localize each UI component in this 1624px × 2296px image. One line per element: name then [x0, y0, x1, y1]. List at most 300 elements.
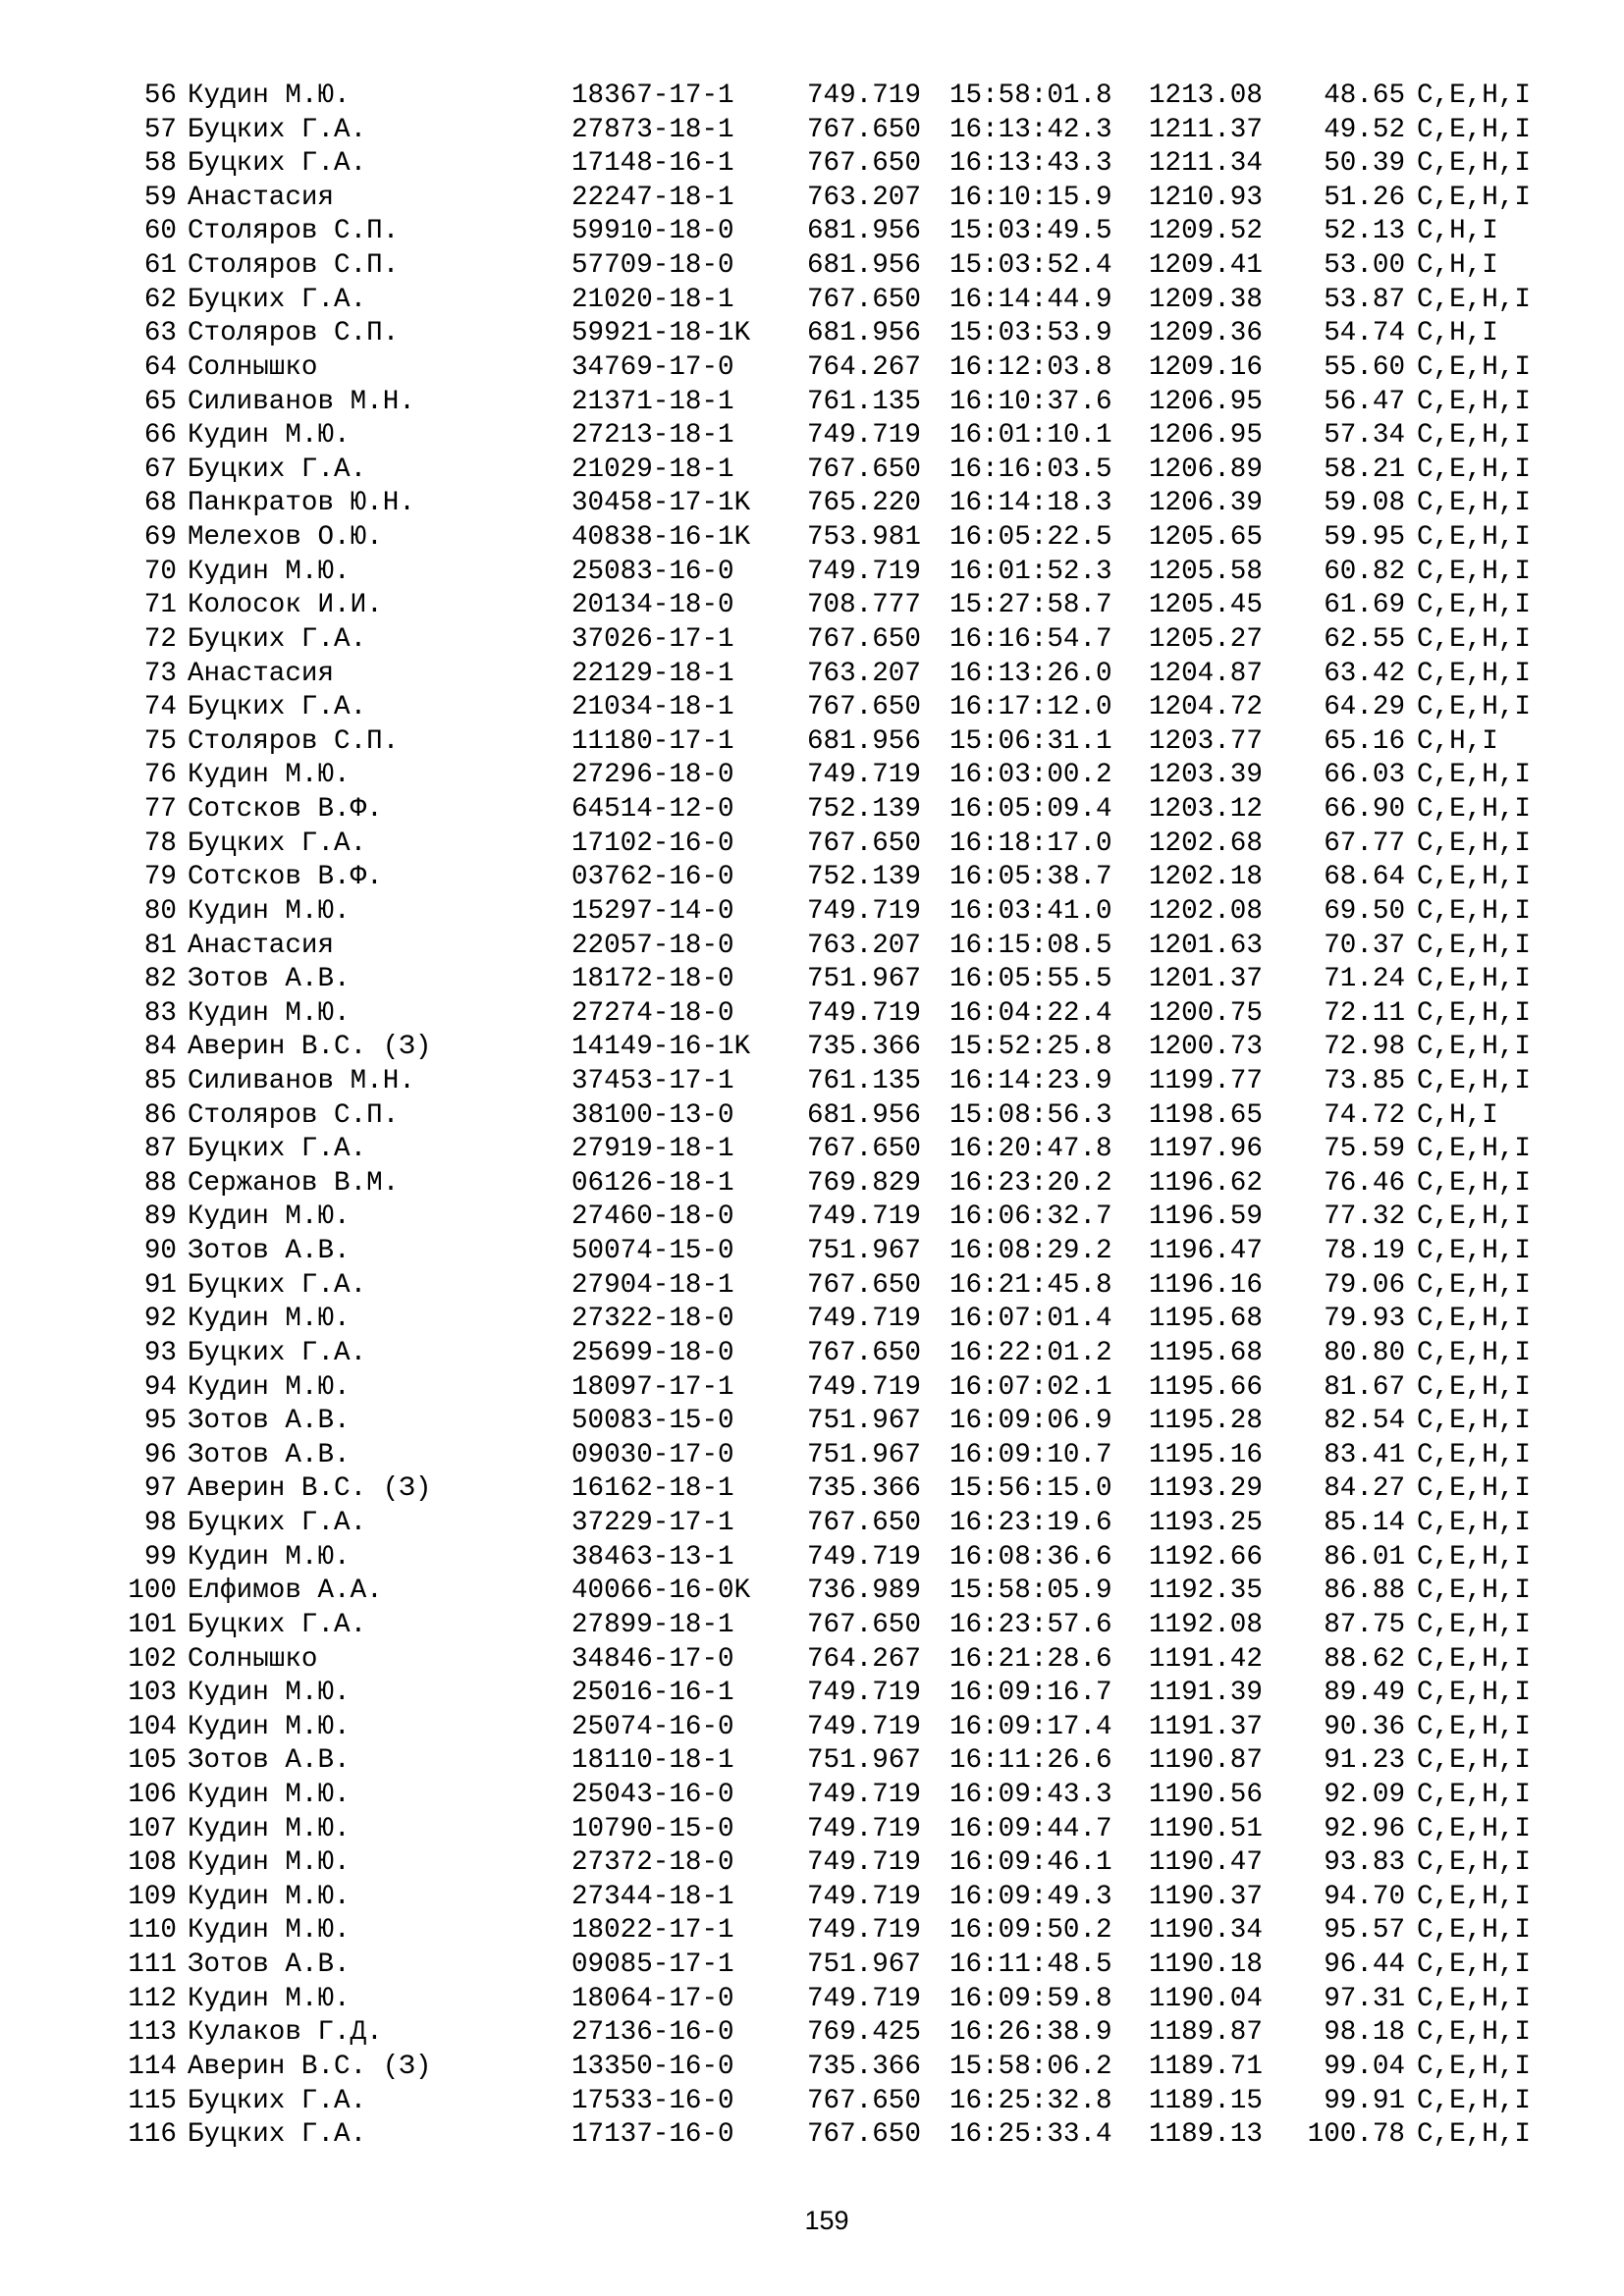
distance: 681.956	[807, 1099, 921, 1131]
fancier-name: Солнышко	[188, 351, 318, 383]
distance: 749.719	[807, 1371, 921, 1403]
coefficient: 96.44	[1324, 1949, 1405, 1981]
category-flags: C,E,H,I	[1417, 1337, 1531, 1368]
category-flags: C,E,H,I	[1417, 623, 1531, 655]
ring-number: 27296-18-0	[571, 760, 734, 791]
table-row	[0, 80, 1624, 114]
ring-number: 22057-18-0	[571, 930, 734, 961]
ring-number: 50074-15-0	[571, 1236, 734, 1267]
arrival-time: 16:09:10.7	[949, 1439, 1112, 1470]
category-flags: C,H,I	[1417, 250, 1498, 282]
ring-number: 27460-18-0	[571, 1201, 734, 1233]
speed: 1195.68	[1149, 1337, 1263, 1368]
ring-number: 50083-15-0	[571, 1406, 734, 1437]
category-flags: C,E,H,I	[1417, 590, 1531, 621]
speed: 1206.39	[1149, 488, 1263, 519]
distance: 735.366	[807, 1032, 921, 1063]
row-number: 59	[143, 182, 177, 213]
row-number: 104	[128, 1711, 177, 1742]
speed: 1198.65	[1149, 1099, 1263, 1131]
table-row	[0, 1677, 1624, 1711]
speed: 1190.18	[1149, 1949, 1263, 1981]
distance: 767.650	[807, 114, 921, 145]
coefficient: 63.42	[1324, 658, 1405, 689]
fancier-name: Зотов А.В.	[188, 964, 351, 995]
fancier-name: Кудин М.Ю.	[188, 556, 351, 587]
distance: 752.139	[807, 794, 921, 826]
ring-number: 18110-18-1	[571, 1745, 734, 1777]
fancier-name: Кудин М.Ю.	[188, 1847, 351, 1879]
fancier-name: Буцких Г.А.	[188, 148, 367, 180]
row-number: 56	[143, 80, 177, 111]
table-row	[0, 1201, 1624, 1235]
arrival-time: 15:52:25.8	[949, 1032, 1112, 1063]
distance: 767.650	[807, 1508, 921, 1539]
fancier-name: Кулаков Г.Д.	[188, 2017, 383, 2049]
coefficient: 62.55	[1324, 623, 1405, 655]
fancier-name: Кудин М.Ю.	[188, 1780, 351, 1810]
fancier-name: Буцких Г.А.	[188, 1269, 367, 1301]
speed: 1209.36	[1149, 318, 1263, 349]
speed: 1204.87	[1149, 658, 1263, 689]
fancier-name: Кудин М.Ю.	[188, 1304, 351, 1335]
coefficient: 100.78	[1307, 2119, 1405, 2151]
distance: 749.719	[807, 1847, 921, 1879]
row-number: 83	[143, 997, 177, 1029]
fancier-name: Буцких Г.А.	[188, 114, 367, 145]
distance: 761.135	[807, 1065, 921, 1096]
row-number: 86	[143, 1099, 177, 1131]
category-flags: C,E,H,I	[1417, 692, 1531, 723]
row-number: 61	[143, 250, 177, 282]
table-row	[0, 963, 1624, 997]
row-number: 87	[143, 1134, 177, 1165]
table-row	[0, 147, 1624, 182]
coefficient: 88.62	[1324, 1643, 1405, 1675]
category-flags: C,E,H,I	[1417, 658, 1531, 689]
table-row	[0, 2118, 1624, 2153]
coefficient: 72.98	[1324, 1032, 1405, 1063]
arrival-time: 16:09:49.3	[949, 1881, 1112, 1912]
distance: 749.719	[807, 895, 921, 927]
row-number: 106	[128, 1780, 177, 1810]
arrival-time: 16:13:43.3	[949, 148, 1112, 180]
table-row	[0, 1065, 1624, 1099]
speed: 1196.62	[1149, 1167, 1263, 1199]
table-row	[0, 1167, 1624, 1201]
table-row	[0, 1337, 1624, 1371]
row-number: 115	[128, 2085, 177, 2116]
ring-number: 27873-18-1	[571, 114, 734, 145]
arrival-time: 16:09:06.9	[949, 1406, 1112, 1437]
distance: 749.719	[807, 1915, 921, 1947]
speed: 1206.95	[1149, 420, 1263, 452]
category-flags: C,E,H,I	[1417, 1609, 1531, 1640]
row-number: 67	[143, 454, 177, 485]
category-flags: C,E,H,I	[1417, 1236, 1531, 1267]
category-flags: C,H,I	[1417, 725, 1498, 757]
fancier-name: Сотсков В.Ф.	[188, 794, 383, 826]
ring-number: 27344-18-1	[571, 1881, 734, 1912]
fancier-name: Елфимов А.А.	[188, 1575, 383, 1607]
row-number: 68	[143, 488, 177, 519]
ring-number: 27274-18-0	[571, 997, 734, 1029]
table-row	[0, 2016, 1624, 2051]
distance: 749.719	[807, 1780, 921, 1810]
category-flags: C,E,H,I	[1417, 862, 1531, 893]
speed: 1209.41	[1149, 250, 1263, 282]
speed: 1197.96	[1149, 1134, 1263, 1165]
distance: 749.719	[807, 1678, 921, 1709]
table-row	[0, 1303, 1624, 1337]
speed: 1204.72	[1149, 692, 1263, 723]
table-row	[0, 759, 1624, 793]
category-flags: C,E,H,I	[1417, 2017, 1531, 2049]
table-row	[0, 691, 1624, 725]
speed: 1201.37	[1149, 964, 1263, 995]
ring-number: 22247-18-1	[571, 182, 734, 213]
speed: 1205.45	[1149, 590, 1263, 621]
row-number: 65	[143, 386, 177, 417]
arrival-time: 16:11:48.5	[949, 1949, 1112, 1981]
table-row	[0, 1133, 1624, 1167]
table-row	[0, 1914, 1624, 1949]
fancier-name: Зотов А.В.	[188, 1439, 351, 1470]
coefficient: 59.08	[1324, 488, 1405, 519]
coefficient: 84.27	[1324, 1473, 1405, 1505]
distance: 749.719	[807, 80, 921, 111]
table-row	[0, 114, 1624, 148]
row-number: 80	[143, 895, 177, 927]
distance: 749.719	[807, 1813, 921, 1844]
table-row	[0, 1405, 1624, 1439]
table-row	[0, 1507, 1624, 1541]
coefficient: 66.90	[1324, 794, 1405, 826]
coefficient: 86.88	[1324, 1575, 1405, 1607]
row-number: 108	[128, 1847, 177, 1879]
ring-number: 11180-17-1	[571, 725, 734, 757]
arrival-time: 15:27:58.7	[949, 590, 1112, 621]
table-row	[0, 1779, 1624, 1813]
distance: 767.650	[807, 623, 921, 655]
distance: 763.207	[807, 182, 921, 213]
ring-number: 17102-16-0	[571, 828, 734, 859]
coefficient: 50.39	[1324, 148, 1405, 180]
category-flags: C,E,H,I	[1417, 284, 1531, 315]
speed: 1211.37	[1149, 114, 1263, 145]
ring-number: 15297-14-0	[571, 895, 734, 927]
distance: 749.719	[807, 420, 921, 452]
speed: 1191.37	[1149, 1711, 1263, 1742]
arrival-time: 16:20:47.8	[949, 1134, 1112, 1165]
category-flags: C,E,H,I	[1417, 1949, 1531, 1981]
coefficient: 74.72	[1324, 1099, 1405, 1131]
category-flags: C,E,H,I	[1417, 1881, 1531, 1912]
distance: 752.139	[807, 862, 921, 893]
distance: 761.135	[807, 386, 921, 417]
fancier-name: Сотсков В.Ф.	[188, 862, 383, 893]
arrival-time: 16:22:01.2	[949, 1337, 1112, 1368]
fancier-name: Аверин В.С. (З)	[188, 1473, 432, 1505]
arrival-time: 15:03:52.4	[949, 250, 1112, 282]
row-number: 58	[143, 148, 177, 180]
arrival-time: 16:13:42.3	[949, 114, 1112, 145]
speed: 1190.56	[1149, 1780, 1263, 1810]
distance: 765.220	[807, 488, 921, 519]
coefficient: 70.37	[1324, 930, 1405, 961]
coefficient: 76.46	[1324, 1167, 1405, 1199]
table-row	[0, 1744, 1624, 1779]
category-flags: C,E,H,I	[1417, 2119, 1531, 2151]
category-flags: C,E,H,I	[1417, 1745, 1531, 1777]
row-number: 72	[143, 623, 177, 655]
distance: 681.956	[807, 318, 921, 349]
row-number: 100	[128, 1575, 177, 1607]
coefficient: 60.82	[1324, 556, 1405, 587]
ring-number: 37026-17-1	[571, 623, 734, 655]
speed: 1189.87	[1149, 2017, 1263, 2049]
category-flags: C,E,H,I	[1417, 1406, 1531, 1437]
category-flags: C,H,I	[1417, 318, 1498, 349]
row-number: 105	[128, 1745, 177, 1777]
coefficient: 53.00	[1324, 250, 1405, 282]
category-flags: C,E,H,I	[1417, 1304, 1531, 1335]
coefficient: 93.83	[1324, 1847, 1405, 1879]
arrival-time: 16:08:36.6	[949, 1541, 1112, 1573]
row-number: 96	[143, 1439, 177, 1470]
row-number: 102	[128, 1643, 177, 1675]
table-row	[0, 930, 1624, 964]
coefficient: 68.64	[1324, 862, 1405, 893]
fancier-name: Кудин М.Ю.	[188, 1541, 351, 1573]
speed: 1193.29	[1149, 1473, 1263, 1505]
coefficient: 59.95	[1324, 522, 1405, 554]
speed: 1192.35	[1149, 1575, 1263, 1607]
row-number: 107	[128, 1813, 177, 1844]
arrival-time: 15:03:53.9	[949, 318, 1112, 349]
arrival-time: 16:21:28.6	[949, 1643, 1112, 1675]
fancier-name: Буцких Г.А.	[188, 284, 367, 315]
table-row	[0, 1983, 1624, 2017]
category-flags: C,E,H,I	[1417, 1541, 1531, 1573]
fancier-name: Зотов А.В.	[188, 1949, 351, 1981]
table-row	[0, 351, 1624, 386]
table-row	[0, 861, 1624, 895]
ring-number: 21034-18-1	[571, 692, 734, 723]
ring-number: 17148-16-1	[571, 148, 734, 180]
ring-number: 38100-13-0	[571, 1099, 734, 1131]
row-number: 110	[128, 1915, 177, 1947]
speed: 1195.68	[1149, 1304, 1263, 1335]
fancier-name: Буцких Г.А.	[188, 1337, 367, 1368]
ring-number: 18172-18-0	[571, 964, 734, 995]
arrival-time: 16:25:32.8	[949, 2085, 1112, 2116]
arrival-time: 16:16:54.7	[949, 623, 1112, 655]
fancier-name: Кудин М.Ю.	[188, 1678, 351, 1709]
row-number: 85	[143, 1065, 177, 1096]
fancier-name: Панкратов Ю.Н.	[188, 488, 415, 519]
coefficient: 66.03	[1324, 760, 1405, 791]
fancier-name: Буцких Г.А.	[188, 454, 367, 485]
row-number: 66	[143, 420, 177, 452]
table-row	[0, 2051, 1624, 2085]
fancier-name: Буцких Г.А.	[188, 692, 367, 723]
ring-number: 18367-17-1	[571, 80, 734, 111]
fancier-name: Кудин М.Ю.	[188, 1711, 351, 1742]
distance: 751.967	[807, 1236, 921, 1267]
speed: 1190.87	[1149, 1745, 1263, 1777]
table-row	[0, 1031, 1624, 1065]
fancier-name: Буцких Г.А.	[188, 828, 367, 859]
coefficient: 91.23	[1324, 1745, 1405, 1777]
coefficient: 99.04	[1324, 2051, 1405, 2082]
coefficient: 48.65	[1324, 80, 1405, 111]
category-flags: C,E,H,I	[1417, 760, 1531, 791]
speed: 1189.71	[1149, 2051, 1263, 2082]
fancier-name: Столяров С.П.	[188, 250, 400, 282]
coefficient: 94.70	[1324, 1881, 1405, 1912]
category-flags: C,E,H,I	[1417, 1032, 1531, 1063]
arrival-time: 16:14:23.9	[949, 1065, 1112, 1096]
table-row	[0, 1371, 1624, 1406]
distance: 749.719	[807, 1201, 921, 1233]
distance: 751.967	[807, 1745, 921, 1777]
arrival-time: 16:03:00.2	[949, 760, 1112, 791]
distance: 751.967	[807, 1406, 921, 1437]
fancier-name: Буцких Г.А.	[188, 2119, 367, 2151]
category-flags: C,E,H,I	[1417, 1813, 1531, 1844]
speed: 1193.25	[1149, 1508, 1263, 1539]
row-number: 79	[143, 862, 177, 893]
distance: 735.366	[807, 1473, 921, 1505]
ring-number: 27136-16-0	[571, 2017, 734, 2049]
speed: 1190.51	[1149, 1813, 1263, 1844]
coefficient: 83.41	[1324, 1439, 1405, 1470]
row-number: 99	[143, 1541, 177, 1573]
category-flags: C,E,H,I	[1417, 1269, 1531, 1301]
category-flags: C,E,H,I	[1417, 1201, 1531, 1233]
table-row	[0, 1846, 1624, 1881]
fancier-name: Силиванов М.Н.	[188, 386, 415, 417]
coefficient: 92.09	[1324, 1780, 1405, 1810]
table-row	[0, 1881, 1624, 1915]
coefficient: 75.59	[1324, 1134, 1405, 1165]
coefficient: 95.57	[1324, 1915, 1405, 1947]
category-flags: C,E,H,I	[1417, 828, 1531, 859]
fancier-name: Кудин М.Ю.	[188, 420, 351, 452]
speed: 1203.12	[1149, 794, 1263, 826]
arrival-time: 15:58:06.2	[949, 2051, 1112, 2082]
ring-number: 27213-18-1	[571, 420, 734, 452]
row-number: 101	[128, 1609, 177, 1640]
table-row	[0, 725, 1624, 760]
fancier-name: Аверин В.С. (З)	[188, 2051, 432, 2082]
distance: 681.956	[807, 216, 921, 247]
category-flags: C,E,H,I	[1417, 997, 1531, 1029]
row-number: 109	[128, 1881, 177, 1912]
arrival-time: 16:10:37.6	[949, 386, 1112, 417]
fancier-name: Зотов А.В.	[188, 1236, 351, 1267]
arrival-time: 16:10:15.9	[949, 182, 1112, 213]
speed: 1200.75	[1149, 997, 1263, 1029]
distance: 749.719	[807, 1881, 921, 1912]
table-row	[0, 997, 1624, 1032]
speed: 1213.08	[1149, 80, 1263, 111]
arrival-time: 16:23:19.6	[949, 1508, 1112, 1539]
coefficient: 69.50	[1324, 895, 1405, 927]
arrival-time: 16:26:38.9	[949, 2017, 1112, 2049]
table-row	[0, 419, 1624, 454]
category-flags: C,E,H,I	[1417, 1439, 1531, 1470]
row-number: 63	[143, 318, 177, 349]
table-row	[0, 1949, 1624, 1983]
table-row	[0, 215, 1624, 249]
ring-number: 34769-17-0	[571, 351, 734, 383]
category-flags: C,E,H,I	[1417, 1134, 1531, 1165]
distance: 769.829	[807, 1167, 921, 1199]
category-flags: C,E,H,I	[1417, 556, 1531, 587]
arrival-time: 16:01:52.3	[949, 556, 1112, 587]
coefficient: 64.29	[1324, 692, 1405, 723]
distance: 767.650	[807, 148, 921, 180]
fancier-name: Сержанов В.М.	[188, 1167, 400, 1199]
arrival-time: 16:15:08.5	[949, 930, 1112, 961]
speed: 1195.28	[1149, 1406, 1263, 1437]
table-row	[0, 1541, 1624, 1575]
fancier-name: Кудин М.Ю.	[188, 760, 351, 791]
speed: 1199.77	[1149, 1065, 1263, 1096]
fancier-name: Столяров С.П.	[188, 725, 400, 757]
table-row	[0, 1609, 1624, 1643]
ring-number: 06126-18-1	[571, 1167, 734, 1199]
category-flags: C,E,H,I	[1417, 454, 1531, 485]
fancier-name: Кудин М.Ю.	[188, 1983, 351, 2014]
coefficient: 82.54	[1324, 1406, 1405, 1437]
fancier-name: Зотов А.В.	[188, 1406, 351, 1437]
table-row	[0, 828, 1624, 862]
fancier-name: Анастасия	[188, 930, 335, 961]
ring-number: 20134-18-0	[571, 590, 734, 621]
ring-number: 27322-18-0	[571, 1304, 734, 1335]
category-flags: C,E,H,I	[1417, 1678, 1531, 1709]
fancier-name: Столяров С.П.	[188, 1099, 400, 1131]
distance: 736.989	[807, 1575, 921, 1607]
arrival-time: 16:05:09.4	[949, 794, 1112, 826]
coefficient: 51.26	[1324, 182, 1405, 213]
ring-number: 25083-16-0	[571, 556, 734, 587]
arrival-time: 16:23:57.6	[949, 1609, 1112, 1640]
row-number: 114	[128, 2051, 177, 2082]
coefficient: 77.32	[1324, 1201, 1405, 1233]
ring-number: 09030-17-0	[571, 1439, 734, 1470]
table-row	[0, 1439, 1624, 1473]
coefficient: 73.85	[1324, 1065, 1405, 1096]
ring-number: 21029-18-1	[571, 454, 734, 485]
arrival-time: 16:01:10.1	[949, 420, 1112, 452]
fancier-name: Буцких Г.А.	[188, 1508, 367, 1539]
table-row	[0, 2085, 1624, 2119]
fancier-name: Зотов А.В.	[188, 1745, 351, 1777]
row-number: 113	[128, 2017, 177, 2049]
distance: 751.967	[807, 964, 921, 995]
arrival-time: 16:07:02.1	[949, 1371, 1112, 1403]
category-flags: C,H,I	[1417, 1099, 1498, 1131]
row-number: 112	[128, 1983, 177, 2014]
coefficient: 49.52	[1324, 114, 1405, 145]
category-flags: C,E,H,I	[1417, 1780, 1531, 1810]
arrival-time: 16:18:17.0	[949, 828, 1112, 859]
category-flags: C,E,H,I	[1417, 1983, 1531, 2014]
